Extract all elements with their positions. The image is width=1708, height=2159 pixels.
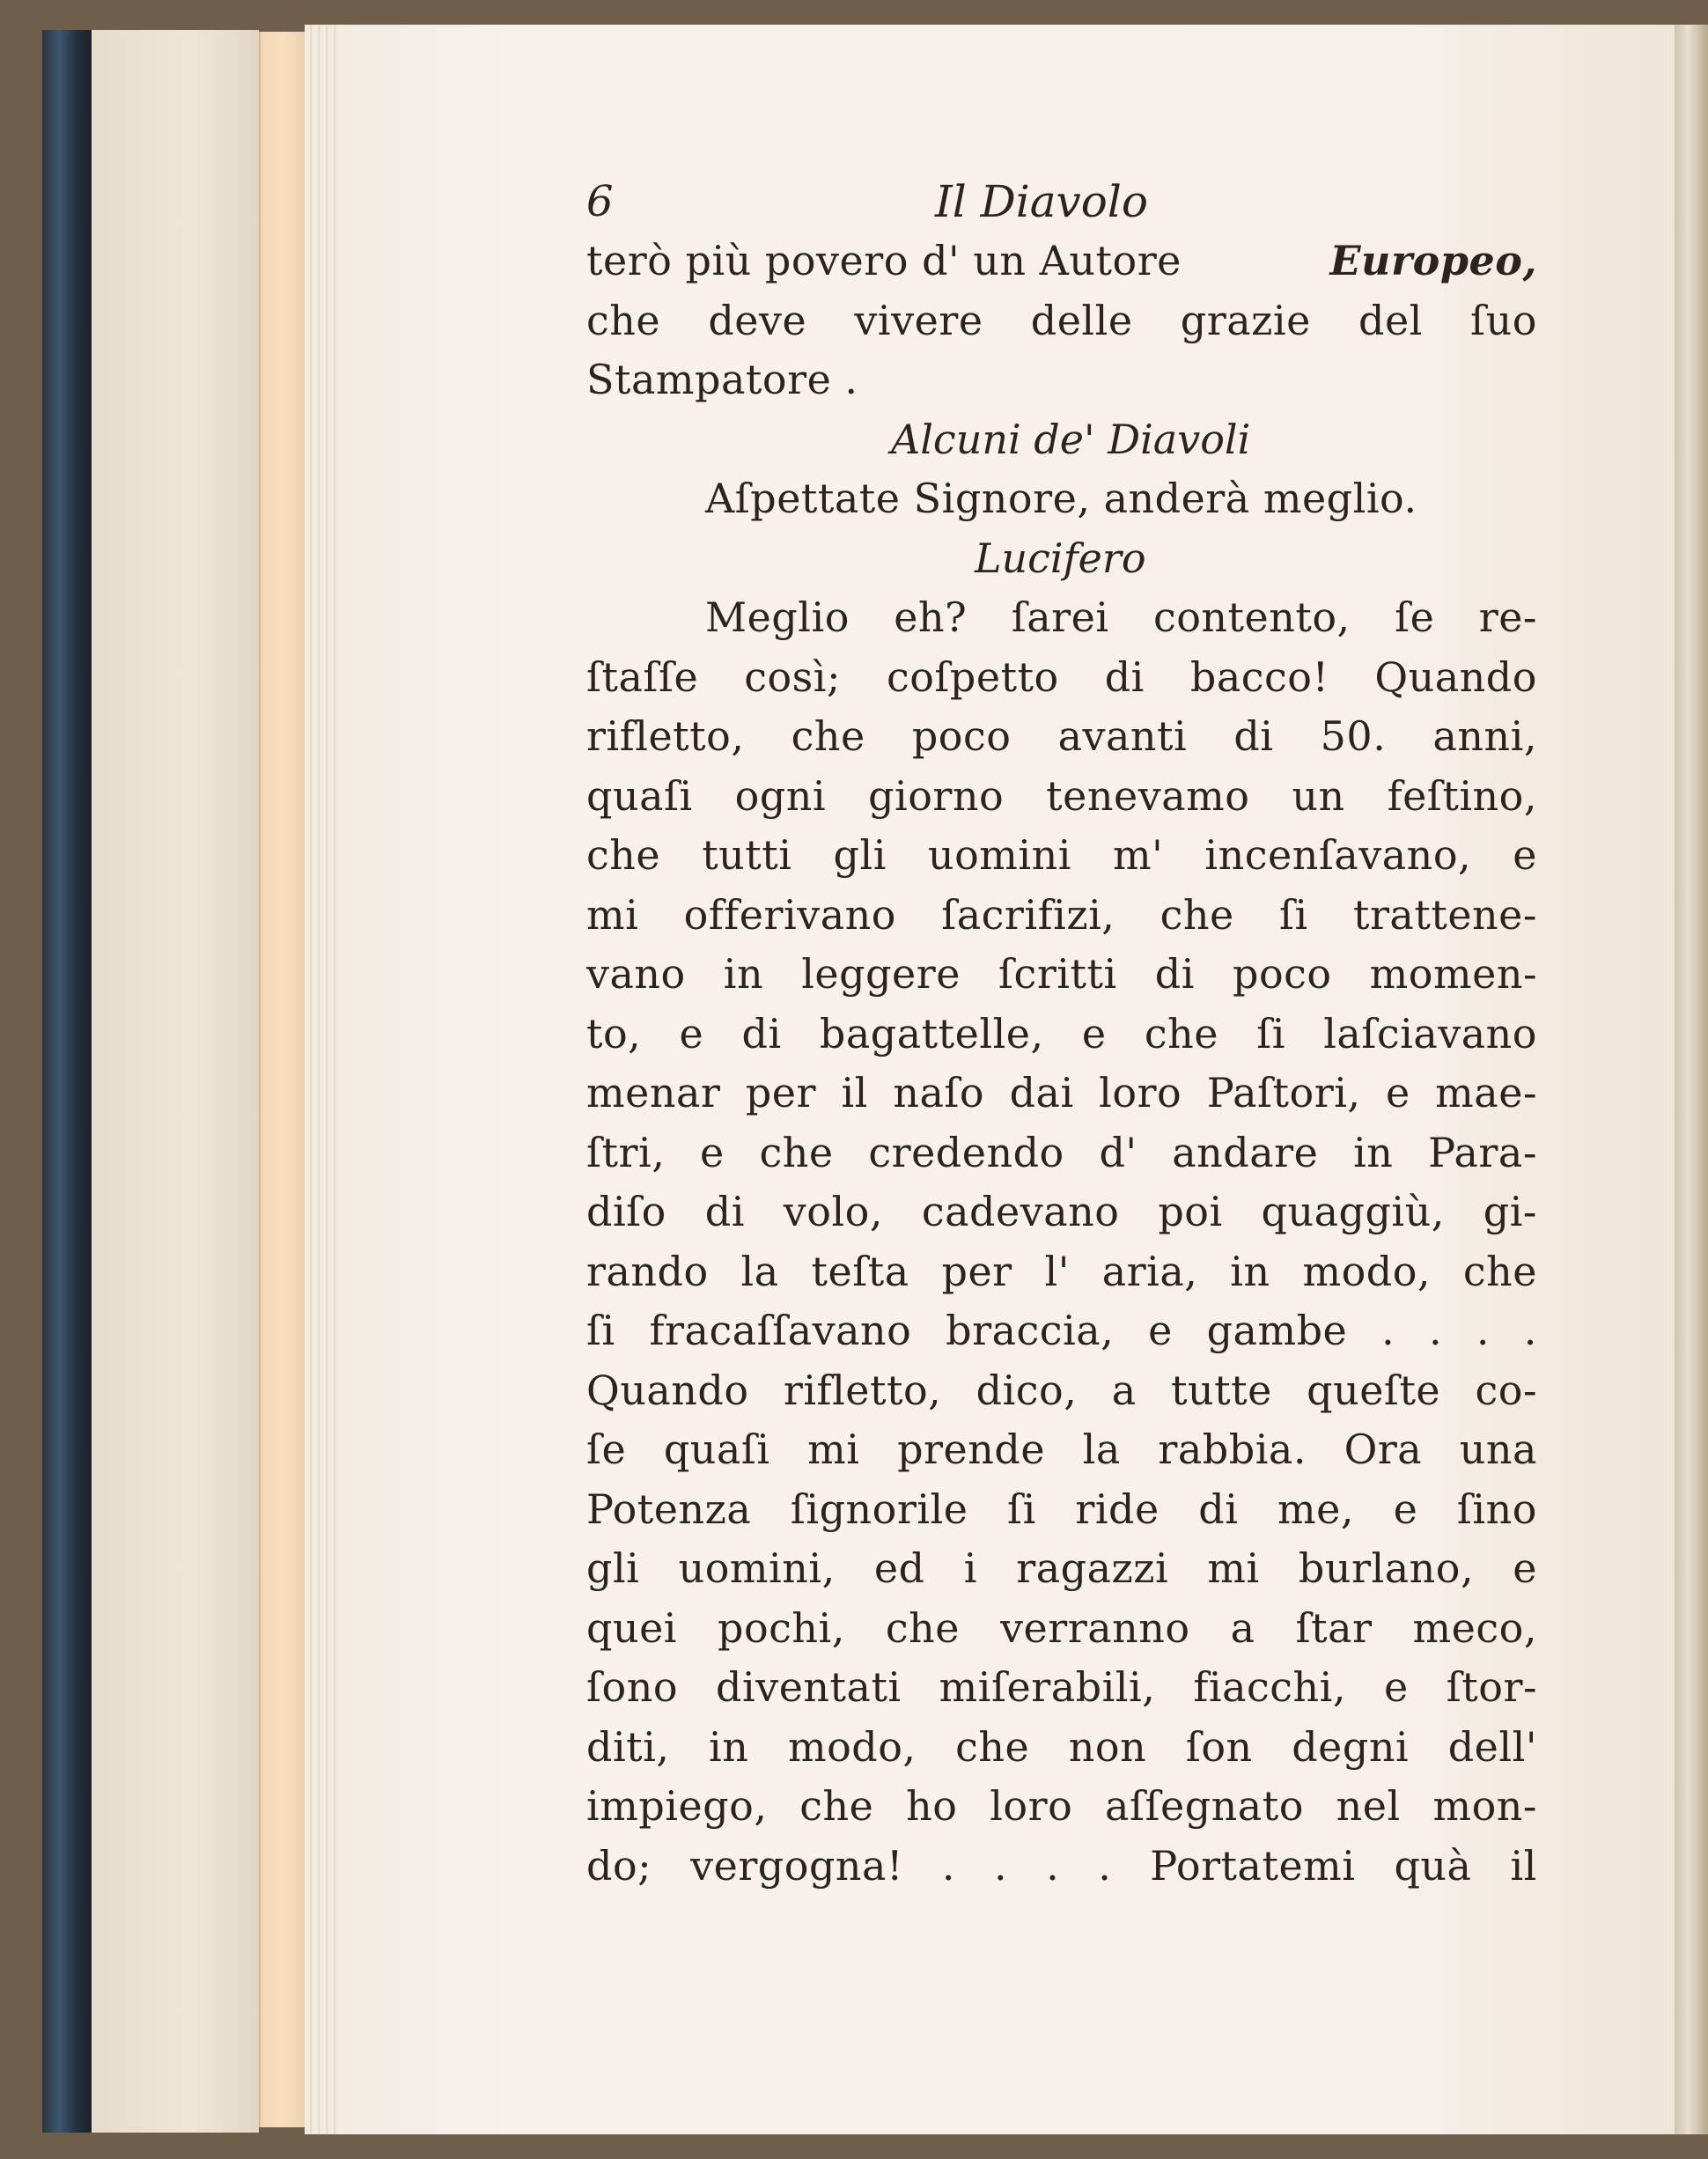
word: ſi xyxy=(1256,1009,1285,1057)
word: non xyxy=(1068,1722,1147,1771)
text-line xyxy=(586,767,1537,827)
book-cover-board xyxy=(92,30,259,2133)
word: meco, xyxy=(1412,1603,1537,1652)
word: naſo xyxy=(893,1069,985,1116)
text-line: terò più povero d' un Autore Europeo, xyxy=(586,237,1537,284)
word: ſi xyxy=(586,1307,615,1354)
word: offerivano xyxy=(683,890,896,939)
word: avanti xyxy=(1057,712,1188,760)
word: prende xyxy=(897,1426,1046,1473)
word: poco xyxy=(911,712,1012,760)
word: in xyxy=(709,1722,749,1771)
word: Potenza xyxy=(586,1485,752,1533)
word: fracaſſavano xyxy=(649,1307,912,1354)
word: una xyxy=(1459,1426,1537,1473)
word: momen- xyxy=(1369,950,1537,998)
word: per xyxy=(745,1069,817,1116)
word: grazie xyxy=(1180,296,1311,344)
word: il xyxy=(1510,1841,1537,1890)
text-line xyxy=(586,1420,1537,1480)
word: così; xyxy=(744,652,841,701)
word: andare xyxy=(1172,1128,1319,1176)
word: re- xyxy=(1478,593,1537,641)
word: i xyxy=(963,1544,977,1592)
word: il xyxy=(841,1069,868,1116)
word: . xyxy=(1523,1307,1537,1354)
text-line: Aſpettate Signore, anderà meglio. xyxy=(705,475,1417,522)
word: dico, xyxy=(975,1366,1078,1414)
word: a xyxy=(1230,1603,1255,1652)
word: diſo xyxy=(586,1188,666,1235)
word: aſſegnato xyxy=(1105,1782,1304,1830)
word: ſe xyxy=(1395,593,1435,641)
word: ed xyxy=(873,1544,925,1592)
word: che xyxy=(1144,1009,1218,1057)
text-line xyxy=(586,1064,1537,1124)
word: di xyxy=(704,1188,745,1235)
word: tutti xyxy=(702,831,792,879)
word: anni, xyxy=(1432,712,1537,760)
word: ſcritti xyxy=(998,950,1117,998)
word: modo, xyxy=(787,1722,917,1771)
word: rando xyxy=(586,1247,709,1295)
word: fiacchi, xyxy=(1193,1663,1347,1711)
word: feſtino, xyxy=(1387,771,1537,820)
word: e xyxy=(1081,1009,1107,1057)
word: quaſi xyxy=(663,1426,770,1473)
word: rifletto, xyxy=(586,712,745,760)
word: ragazzi xyxy=(1016,1544,1169,1592)
word: mi xyxy=(807,1426,860,1473)
text-line xyxy=(586,588,1537,648)
word: quà xyxy=(1394,1841,1472,1890)
text-line xyxy=(586,1718,1537,1778)
word: bacco! xyxy=(1189,652,1329,701)
word: diti, xyxy=(586,1722,670,1771)
speaker-name: Lucifero xyxy=(975,534,1146,582)
word: ſi xyxy=(1278,890,1308,939)
word: gambe xyxy=(1206,1307,1348,1354)
word: giorno xyxy=(868,771,1005,820)
word: che xyxy=(586,296,661,344)
text-line xyxy=(586,1777,1537,1837)
page-number: 6 xyxy=(586,177,614,226)
word: ſuo xyxy=(1470,296,1537,344)
word: loro xyxy=(990,1782,1073,1830)
word: ſi xyxy=(1007,1485,1036,1533)
word: che xyxy=(759,1128,834,1176)
word: pochi, xyxy=(718,1603,845,1652)
word: e xyxy=(1393,1485,1418,1533)
word: mae- xyxy=(1435,1069,1537,1116)
word: rabbia. xyxy=(1158,1426,1307,1473)
text-line xyxy=(586,945,1537,1005)
word: vivere xyxy=(854,296,983,344)
word: ride xyxy=(1075,1485,1160,1533)
word: ſtaſſe xyxy=(586,652,699,701)
word: che xyxy=(885,1603,961,1652)
text-line xyxy=(586,1539,1537,1599)
facing-page-edge xyxy=(1675,25,1708,2134)
word: quaſi xyxy=(586,771,693,820)
text-line xyxy=(586,707,1537,767)
word: ſe xyxy=(586,1426,627,1473)
text-line xyxy=(586,1480,1537,1540)
word: vergogna! xyxy=(690,1841,903,1890)
word: modo, xyxy=(1302,1247,1432,1295)
word: coſpetto xyxy=(886,652,1059,701)
word: mi xyxy=(1207,1544,1260,1592)
word: del xyxy=(1358,296,1423,344)
word: . xyxy=(1098,1841,1112,1890)
text-line xyxy=(586,1599,1537,1659)
word: uomini xyxy=(927,831,1071,879)
word: tutte xyxy=(1170,1366,1272,1414)
word: di xyxy=(1154,950,1195,998)
word: . xyxy=(994,1841,1008,1890)
word: loro xyxy=(1099,1069,1182,1116)
word: m' xyxy=(1113,831,1164,879)
word: mi xyxy=(586,890,639,939)
word: menar xyxy=(586,1069,721,1116)
word: trattene- xyxy=(1352,890,1537,939)
word: ſono xyxy=(586,1663,679,1711)
word: cadevano xyxy=(921,1188,1120,1235)
word: burlano, xyxy=(1298,1544,1475,1592)
word: che xyxy=(586,831,661,879)
word: gi- xyxy=(1483,1188,1537,1235)
word: eh? xyxy=(894,593,968,641)
word: Meglio xyxy=(705,593,850,641)
word: mon- xyxy=(1432,1782,1537,1830)
word: verranno xyxy=(1000,1603,1190,1652)
word: di xyxy=(1198,1485,1239,1533)
word: miſerabili, xyxy=(939,1663,1156,1711)
running-title: Il Diavolo xyxy=(935,176,1148,227)
word: do; xyxy=(586,1841,652,1890)
text-line xyxy=(586,1361,1537,1421)
word: . xyxy=(1428,1307,1443,1354)
word: in xyxy=(723,950,764,998)
page-edges xyxy=(305,25,340,2134)
text-line xyxy=(586,826,1537,886)
word: ſino xyxy=(1456,1485,1537,1533)
word: delle xyxy=(1030,296,1133,344)
word: gli xyxy=(833,831,887,879)
text-line xyxy=(586,1837,1537,1897)
word: . xyxy=(1381,1307,1395,1354)
word: poi xyxy=(1158,1188,1223,1235)
word: deve xyxy=(708,296,807,344)
word: in xyxy=(1230,1247,1270,1295)
word: che xyxy=(1160,890,1234,939)
word: nel xyxy=(1336,1782,1401,1830)
word: ogni xyxy=(734,771,827,820)
word: Paſtori, xyxy=(1206,1069,1361,1116)
word: di xyxy=(1104,652,1145,701)
word: e xyxy=(1513,1544,1537,1592)
word: aria, xyxy=(1101,1247,1198,1295)
word: a xyxy=(1111,1366,1137,1414)
word: ſon xyxy=(1185,1722,1253,1771)
text-line xyxy=(586,1301,1537,1361)
word: vano xyxy=(586,950,686,998)
word: la xyxy=(740,1247,779,1295)
word: laſciavano xyxy=(1323,1009,1537,1057)
word: me, xyxy=(1277,1485,1354,1533)
word: co- xyxy=(1475,1366,1537,1414)
word: . xyxy=(1476,1307,1490,1354)
word: ſignorile xyxy=(790,1485,968,1533)
word: e xyxy=(1513,831,1537,879)
word: ſtri, xyxy=(586,1128,666,1176)
text-line xyxy=(586,1658,1537,1718)
flyleaf-edge xyxy=(259,32,306,2127)
word: e xyxy=(1148,1307,1173,1354)
word: volo, xyxy=(783,1188,883,1235)
word: Quando xyxy=(1374,652,1537,701)
text-line xyxy=(586,291,1537,351)
page-text xyxy=(586,173,1537,1896)
text-line xyxy=(586,1124,1537,1183)
text-line: Stampatore . xyxy=(586,356,858,403)
word: che xyxy=(1462,1247,1537,1295)
word: quaggiù, xyxy=(1261,1188,1445,1235)
word: . xyxy=(1046,1841,1060,1890)
word: di xyxy=(1233,712,1274,760)
word: che xyxy=(791,712,865,760)
word: l' xyxy=(1044,1247,1070,1295)
word: che xyxy=(955,1722,1030,1771)
word: ſtor- xyxy=(1446,1663,1537,1711)
word: Ora xyxy=(1344,1426,1423,1473)
word: queſte xyxy=(1307,1366,1441,1414)
word: ſtar xyxy=(1295,1603,1373,1652)
word: to, xyxy=(586,1009,642,1057)
text-line xyxy=(586,1242,1537,1302)
word: quei xyxy=(586,1603,678,1652)
word: . xyxy=(941,1841,956,1890)
word: contento, xyxy=(1152,593,1351,641)
word: Portatemi xyxy=(1150,1841,1356,1890)
text-line xyxy=(586,886,1537,946)
word: impiego, xyxy=(586,1782,768,1830)
word: bagattelle, xyxy=(819,1009,1044,1057)
word: incenſavano, xyxy=(1204,831,1472,879)
word: d' xyxy=(1099,1128,1137,1176)
text-line xyxy=(586,1005,1537,1065)
text-line xyxy=(586,648,1537,708)
word: diventati xyxy=(716,1663,902,1711)
word: degni xyxy=(1292,1722,1410,1771)
word: dai xyxy=(1009,1069,1074,1116)
word: leggere xyxy=(801,950,961,998)
word: un xyxy=(1292,771,1345,820)
book-spine xyxy=(42,30,92,2133)
word: 50. xyxy=(1320,712,1387,760)
text-line xyxy=(586,1183,1537,1242)
word: ho xyxy=(906,1782,958,1830)
word: rifletto, xyxy=(783,1366,942,1414)
word: e xyxy=(700,1128,725,1176)
word: per xyxy=(941,1247,1012,1295)
word: gli xyxy=(586,1544,640,1592)
word: braccia, xyxy=(946,1307,1115,1354)
word: in xyxy=(1353,1128,1394,1176)
word: credendo xyxy=(868,1128,1064,1176)
word: Quando xyxy=(586,1366,749,1414)
word: di xyxy=(741,1009,782,1057)
word: Para- xyxy=(1428,1128,1537,1176)
word: ſacrifizi, xyxy=(941,890,1115,939)
running-header xyxy=(586,173,1537,232)
word: uomini, xyxy=(678,1544,836,1592)
speaker-name: Alcuni de' Diavoli xyxy=(891,415,1251,463)
word: e xyxy=(1384,1663,1409,1711)
word: ſarei xyxy=(1011,593,1109,641)
word: tenevamo xyxy=(1046,771,1250,820)
word: e xyxy=(679,1009,704,1057)
word: e xyxy=(1385,1069,1410,1116)
word: teſta xyxy=(811,1247,909,1295)
word: dell' xyxy=(1447,1722,1537,1771)
word: la xyxy=(1082,1426,1121,1473)
word: che xyxy=(799,1782,874,1830)
word: poco xyxy=(1233,950,1332,998)
